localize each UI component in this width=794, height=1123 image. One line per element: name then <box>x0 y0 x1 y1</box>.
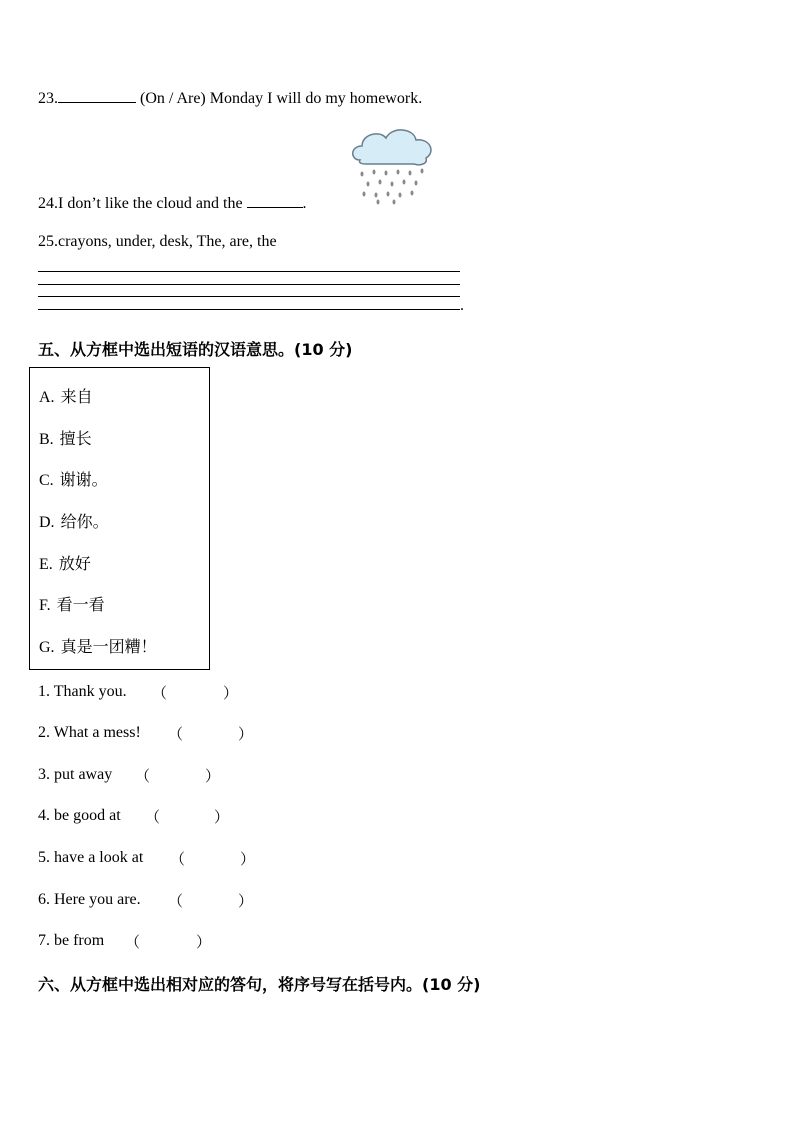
answer-paren-open[interactable]: （ <box>168 892 184 910</box>
option-text: 真是一团糟！ <box>60 637 157 656</box>
answer-paren-close: ） <box>240 850 256 868</box>
option-c <box>39 467 108 490</box>
option-text: 谢谢。 <box>59 470 108 489</box>
option-a <box>39 384 93 407</box>
matching-question-1: 1. Thank you. <box>38 683 127 700</box>
question-number: 24. <box>38 195 58 212</box>
question-text: Monday I will do my homework. <box>209 90 423 107</box>
option-b <box>39 426 92 449</box>
rain-cloud-icon <box>350 124 436 206</box>
answer-paren-close: ） <box>205 767 221 785</box>
option-letter: E. <box>39 556 53 573</box>
answer-paren-open[interactable]: （ <box>170 850 186 868</box>
option-g <box>39 634 157 657</box>
option-letter: B. <box>39 431 54 448</box>
matching-question-5: 5. have a look at <box>38 849 144 866</box>
option-e <box>39 551 91 574</box>
matching-question-3: 3. put away <box>38 766 113 783</box>
matching-question-6: 6. Here you are. <box>38 891 141 908</box>
answer-line[interactable] <box>38 284 460 285</box>
sentence-end: . <box>302 195 307 212</box>
option-text: 放好 <box>58 554 91 573</box>
answer-paren-open[interactable]: （ <box>125 933 141 951</box>
question-25 <box>38 233 277 251</box>
question-24 <box>38 193 307 213</box>
question-number: 25. <box>38 233 58 250</box>
answer-blank[interactable] <box>58 88 136 103</box>
option-text: 来自 <box>60 387 93 406</box>
question-number: 23. <box>38 90 58 107</box>
option-letter: D. <box>39 514 55 531</box>
answer-paren-open[interactable]: （ <box>168 725 184 743</box>
answer-line[interactable] <box>38 296 460 297</box>
answer-blank[interactable] <box>247 193 303 208</box>
matching-question-4: 4. be good at <box>38 807 121 824</box>
option-letter: C. <box>39 472 54 489</box>
answer-paren-open[interactable]: （ <box>135 767 151 785</box>
option-f <box>39 592 105 615</box>
option-letter: F. <box>39 597 51 614</box>
sentence-end: . <box>460 297 464 314</box>
question-words: crayons, under, desk, The, are, the <box>58 233 277 250</box>
answer-paren-close: ） <box>223 684 239 702</box>
question-23 <box>38 88 422 108</box>
answer-paren-close: ） <box>196 933 212 951</box>
answer-paren-open[interactable]: （ <box>152 684 168 702</box>
option-letter: A. <box>39 389 55 406</box>
section-5-title: 五、从方框中选出短语的汉语意思。(10 分) <box>38 340 353 359</box>
option-letter: G. <box>39 639 55 656</box>
matching-question-2: 2. What a mess! <box>38 724 141 741</box>
section-6-title: 六、从方框中选出相对应的答句，将序号写在括号内。(10 分) <box>38 975 481 994</box>
options-box <box>29 367 210 670</box>
answer-paren-close: ） <box>238 725 254 743</box>
option-text: 看一看 <box>56 595 105 614</box>
answer-paren-close: ） <box>238 892 254 910</box>
option-d <box>39 509 109 532</box>
matching-question-7: 7. be from <box>38 932 105 949</box>
choice-hint: (On / Are) <box>140 90 206 107</box>
answer-paren-open[interactable]: （ <box>145 808 161 826</box>
answer-line[interactable] <box>38 271 460 272</box>
answer-paren-close: ） <box>214 808 230 826</box>
option-text: 给你。 <box>60 512 109 531</box>
answer-line[interactable] <box>38 309 460 310</box>
question-text: I don’t like the cloud and the <box>58 195 243 212</box>
option-text: 擅长 <box>59 429 92 448</box>
